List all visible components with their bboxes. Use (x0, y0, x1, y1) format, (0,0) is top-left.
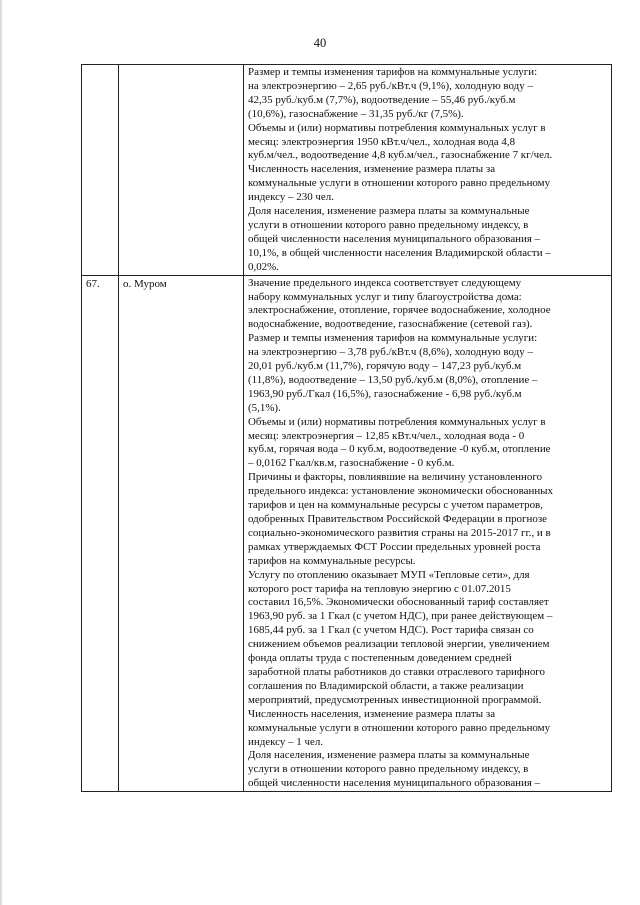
table-row (82, 275, 612, 792)
scan-edge-shadow (0, 0, 3, 905)
paragraph-tariffs: Размер и темпы изменения тарифов на коммунальные услуги: на электроэнергию – 3,78 руб./кВт.ч (8,6%), холодную воду – 20,01 руб./куб.м (11,7%), горячую воду – 147,23 руб./куб.м (11,8%), водоотведение – 13,50 руб./куб.м (8,0%), отопление – 1963,90 руб./Гкал (16,5%), газоснабжение - 6,98 руб./куб.м (5,1%). (248, 332, 538, 414)
paragraph-tariffs: Размер и темпы изменения тарифов на коммунальные услуги: на электроэнергию – 2,65 руб./кВт.ч (9,1%), холодную воду – 42,35 руб./куб.м (7,7%), водоотведение – 55,46 руб./куб.м (10,6%), газоснабжение – 31,35 руб./кг (7,5%). (248, 66, 538, 120)
table-row (82, 65, 612, 276)
municipality-cell: о. Муром (119, 275, 244, 792)
page-number: 40 (313, 36, 327, 50)
paragraph-factors: Причины и факторы, повлиявшие на величину установленного предельного индекса: установление экономически обоснованных тарифов и цен на коммунальные ресурсы с учетом параметров, одобренных Правительством Российской Федерации в прогнозе социально-экономического развития страны на 2015-2017 гг., и в рамках утверждаемых ФСТ России предельных уровней роста тарифов на коммунальные ресурсы. (248, 471, 554, 567)
paragraph-population: Численность населения, изменение размера платы за коммунальные услуги в отношении которого равно предельному индексу – 230 чел. (248, 163, 551, 204)
paragraph-heating: Услугу по отоплению оказывает МУП «Тепловые сети», для которого рост тарифа на тепловую энергию с 01.07.2015 составил 16,5%. Экономически обоснованный тариф составляет 1963,90 руб. за 1 Гкал (с учетом НДС), при ранее действующем – 1685,44 руб. за 1 Гкал (с учетом НДС). Рост тарифа связан со снижением объемов реализации тепловой энергии, увеличением фонда оплаты труда с постепенным доведением средней заработной платы работников до ставки отраслевого тарифного соглашения по Владимирской области, а также реализации мероприятий, предусмотренных инвестиционной программой. (248, 568, 553, 706)
paragraph-consumption: Объемы и (или) нормативы потребления коммунальных услуг в месяц: электроэнергия 1950 кВт.ч/чел., холодная вода 4,8 куб.м/чел., водоотведение 4,8 куб.м/чел., газоснабжение 7 кг/чел. (248, 121, 553, 162)
description-cell (244, 275, 612, 792)
paragraph-index-set: Значение предельного индекса соответствует следующему набору коммунальных услуг и типу благоустройства дома: электроснабжение, отопление, горячее водоснабжение, холодное водоснабжение, водоотведение, газоснабжение (сетевой газ). (248, 276, 551, 331)
paragraph-population-share: Доля населения, изменение размера платы за коммунальные услуги в отношении которого равно предельному индексу, в общей численности населения муниципального образования – (248, 749, 541, 790)
municipality-cell (119, 65, 244, 276)
paragraph-population-share: Доля населения, изменение размера платы за коммунальные услуги в отношении которого равно предельному индексу, в общей численности населения муниципального образования – 10,1%, в общей численности населения Владимирской области – 0,02%. (248, 205, 551, 273)
row-number-cell: 67. (82, 275, 119, 792)
tariff-table (81, 64, 612, 792)
row-number-cell (82, 65, 119, 276)
paragraph-population: Численность населения, изменение размера платы за коммунальные услуги в отношении которого равно предельному индексу – 1 чел. (248, 707, 551, 748)
description-cell (244, 65, 612, 276)
paragraph-consumption: Объемы и (или) нормативы потребления коммунальных услуг в месяц: электроэнергия – 12,85 кВт.ч/чел., холодная вода - 0 куб.м, горячая вода – 0 куб.м, водоотведение -0 куб.м, отопление – 0,0162 Гкал/кв.м, газоснабжение - 0 куб.м. (248, 415, 551, 470)
